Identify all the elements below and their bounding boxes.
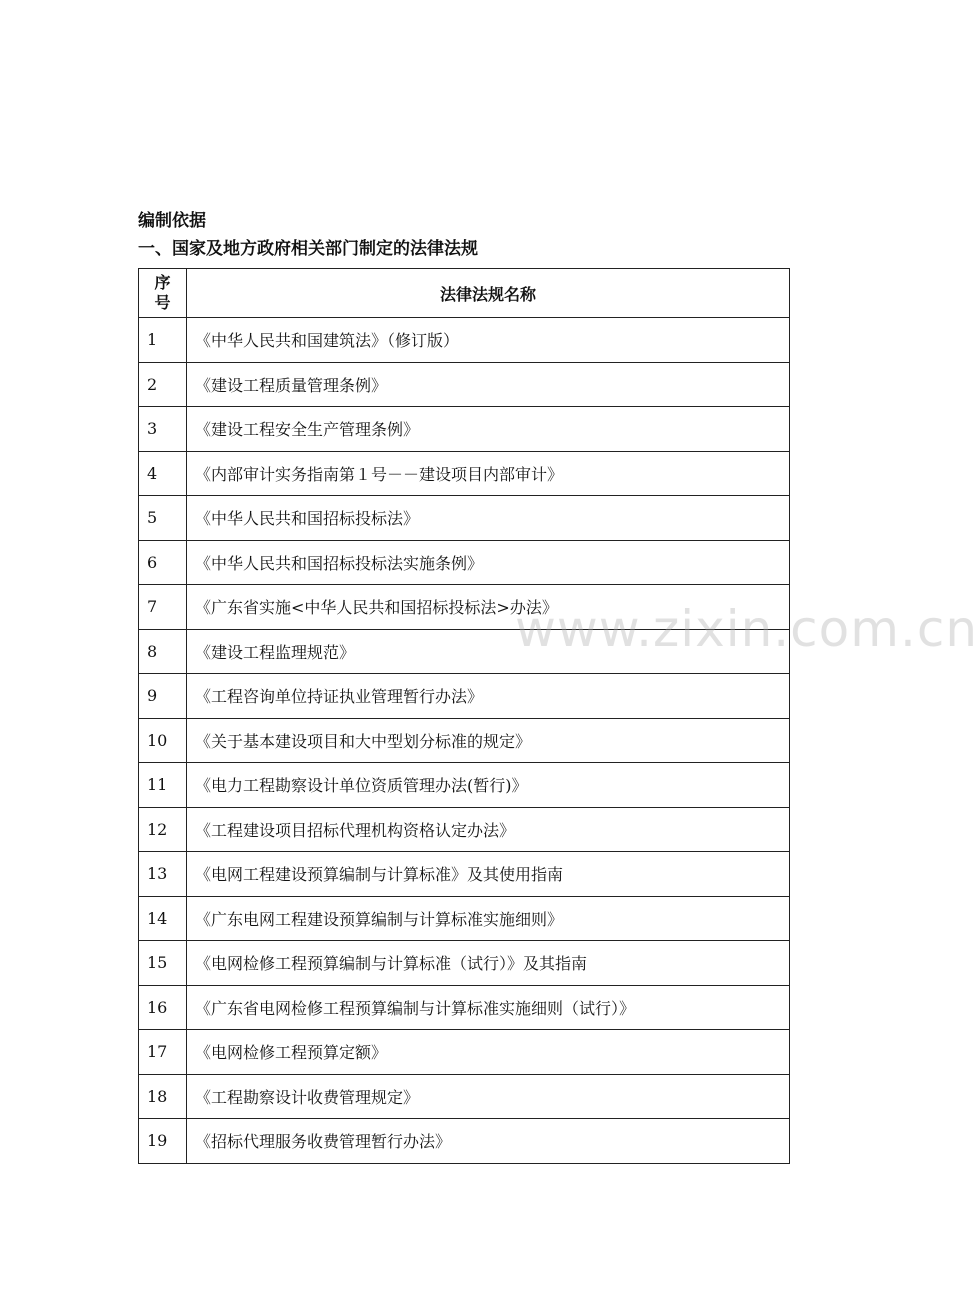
table-row bbox=[139, 1074, 790, 1119]
row-number: 7 bbox=[139, 585, 187, 630]
law-name: 《电力工程勘察设计单位资质管理办法(暂行)》 bbox=[187, 763, 790, 808]
law-name: 《建设工程安全生产管理条例》 bbox=[187, 407, 790, 452]
row-number: 11 bbox=[139, 763, 187, 808]
law-name: 《招标代理服务收费管理暂行办法》 bbox=[187, 1119, 790, 1164]
row-number: 5 bbox=[139, 496, 187, 541]
row-number: 16 bbox=[139, 985, 187, 1030]
table-row bbox=[139, 407, 790, 452]
law-name: 《中华人民共和国建筑法》（修订版） bbox=[187, 318, 790, 363]
table-row bbox=[139, 1030, 790, 1075]
table-row bbox=[139, 941, 790, 986]
table-row bbox=[139, 674, 790, 719]
header-seq bbox=[139, 269, 187, 318]
table-row bbox=[139, 496, 790, 541]
row-number: 3 bbox=[139, 407, 187, 452]
law-name: 《建设工程监理规范》 bbox=[187, 629, 790, 674]
table-row bbox=[139, 585, 790, 630]
watermark: www.zixin.com.cn bbox=[515, 600, 978, 658]
section-title: 一、国家及地方政府相关部门制定的法律法规 bbox=[138, 239, 478, 259]
row-number: 13 bbox=[139, 852, 187, 897]
table-row bbox=[139, 540, 790, 585]
table-row bbox=[139, 763, 790, 808]
row-number: 17 bbox=[139, 1030, 187, 1075]
law-name: 《工程勘察设计收费管理规定》 bbox=[187, 1074, 790, 1119]
laws-table bbox=[138, 268, 790, 1164]
table-header-row bbox=[139, 269, 790, 318]
document-title: 编制依据 bbox=[138, 211, 206, 231]
law-name: 《广东省实施<中华人民共和国招标投标法>办法》 bbox=[187, 585, 790, 630]
row-number: 15 bbox=[139, 941, 187, 986]
law-name: 《电网检修工程预算编制与计算标准（试行）》及其指南 bbox=[187, 941, 790, 986]
row-number: 1 bbox=[139, 318, 187, 363]
row-number: 18 bbox=[139, 1074, 187, 1119]
law-name: 《关于基本建设项目和大中型划分标准的规定》 bbox=[187, 718, 790, 763]
law-name: 《中华人民共和国招标投标法实施条例》 bbox=[187, 540, 790, 585]
row-number: 6 bbox=[139, 540, 187, 585]
header-seq-label: 序 号 bbox=[154, 273, 171, 312]
law-name: 《广东电网工程建设预算编制与计算标准实施细则》 bbox=[187, 896, 790, 941]
row-number: 12 bbox=[139, 807, 187, 852]
table-row bbox=[139, 1119, 790, 1164]
table-row bbox=[139, 451, 790, 496]
table-row bbox=[139, 718, 790, 763]
law-name: 《建设工程质量管理条例》 bbox=[187, 362, 790, 407]
law-name: 《工程咨询单位持证执业管理暂行办法》 bbox=[187, 674, 790, 719]
row-number: 9 bbox=[139, 674, 187, 719]
row-number: 10 bbox=[139, 718, 187, 763]
row-number: 19 bbox=[139, 1119, 187, 1164]
row-number: 8 bbox=[139, 629, 187, 674]
law-name: 《工程建设项目招标代理机构资格认定办法》 bbox=[187, 807, 790, 852]
row-number: 4 bbox=[139, 451, 187, 496]
table-row bbox=[139, 318, 790, 363]
table-row bbox=[139, 852, 790, 897]
table-row bbox=[139, 896, 790, 941]
law-name: 《广东省电网检修工程预算编制与计算标准实施细则（试行）》 bbox=[187, 985, 790, 1030]
table-row bbox=[139, 985, 790, 1030]
table-row bbox=[139, 362, 790, 407]
table-row bbox=[139, 807, 790, 852]
law-name: 《内部审计实务指南第１号－－建设项目内部审计》 bbox=[187, 451, 790, 496]
law-name: 《中华人民共和国招标投标法》 bbox=[187, 496, 790, 541]
law-name: 《电网检修工程预算定额》 bbox=[187, 1030, 790, 1075]
header-name: 法律法规名称 bbox=[187, 269, 790, 318]
row-number: 2 bbox=[139, 362, 187, 407]
row-number: 14 bbox=[139, 896, 187, 941]
law-name: 《电网工程建设预算编制与计算标准》及其使用指南 bbox=[187, 852, 790, 897]
table-row bbox=[139, 629, 790, 674]
